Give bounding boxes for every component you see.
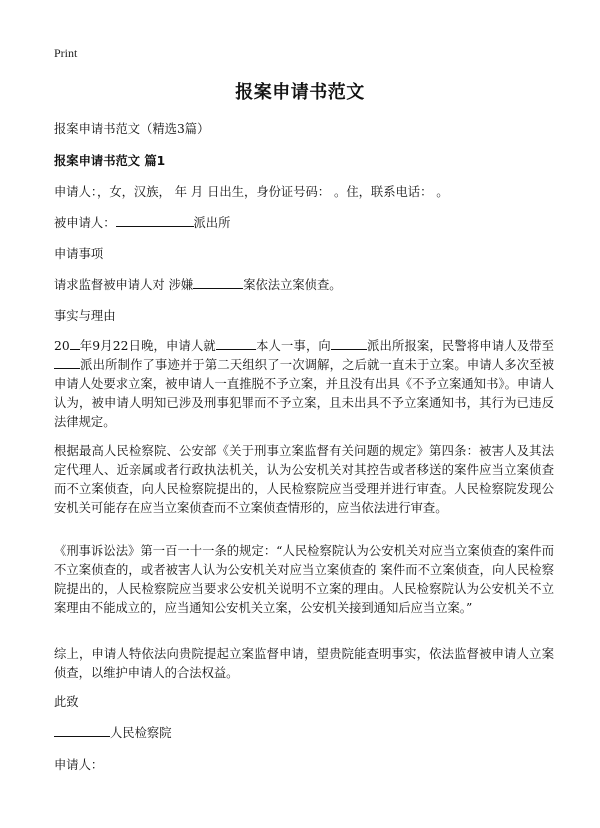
facts-text-4: 派出所制作了事迹并于第二天组织了一次调解，之后就一直未于立案。申请人多次至被申请人处要求立案，被申请人一直推脱不予立案，并且没有出具《不予立案通知书》。申请人认为，被申请人明知已涉及刑事犯罪而不予立案，且未出具不予立案通知书，其行为已违反法律规定。	[54, 358, 554, 429]
respondent-prefix: 被申请人：	[54, 216, 116, 230]
respondent-suffix: 派出所	[193, 216, 231, 230]
facts-blank-matter	[216, 337, 256, 350]
signature-line: 申请人：	[54, 758, 104, 772]
facts-blank-station	[331, 337, 367, 350]
facts-heading: 事实与理由	[54, 309, 116, 323]
matters-heading: 申请事项	[54, 247, 104, 261]
conclusion-paragraph: 综上，申请人特依法向贵院提起立案监督申请，望贵院能查明事实，依法监督被申请人立案侦查，以维护申请人的合法权益。	[54, 647, 554, 680]
request-prefix: 请求监督被申请人对 涉嫌	[54, 278, 194, 292]
section-heading: 报案申请书范文 篇1	[54, 154, 166, 168]
request-line	[54, 276, 554, 295]
facts-blank-station-2	[54, 356, 80, 369]
law-paragraph: 根据最高人民检察院、公安部《关于刑事立案监督有关问题的规定》第四条：被害人及其法定代理人、近亲属或者行政执法机关，认为公安机关对其控告或者移送的案件应当立案侦查而不立案侦查，向人民检察院提出的，人民检察院应当受理并进行审查。人民检察院发现公安机关可能存在应当立案侦查而不立案侦查情形的，应当依法进行审查。	[54, 444, 554, 515]
recipient-suffix: 人民检察院	[110, 726, 172, 740]
page-title: 报案申请书范文	[235, 82, 365, 103]
facts-blank-year	[70, 337, 80, 350]
recipient-blank	[54, 724, 110, 737]
closing-line: 此致	[54, 695, 79, 709]
criminal-law-paragraph: 《刑事诉讼法》第一百一十一条的规定：“人民检察院认为公安机关对应当立案侦查的案件而不立案侦查的，或者被害人认为公安机关对应当立案侦查的 案件而不立案侦查，向人民检察院提出的，人民检察院应当要求公安机关说明不立案的理由。人民检察院认为公安机关不立案理由不能成立的，应当通知公安机关立案，公安机关接到通知后应当立案。”	[54, 544, 554, 615]
facts-text-1: 年9月22日晚，申请人就	[79, 339, 216, 353]
facts-paragraph	[54, 337, 554, 432]
respondent-line	[54, 214, 554, 233]
print-link[interactable]: Print	[54, 46, 78, 60]
request-blank	[193, 276, 243, 289]
facts-year: 20	[54, 339, 70, 353]
respondent-blank	[116, 214, 194, 227]
facts-text-2: 本人一事，向	[255, 339, 331, 353]
recipient-line	[54, 724, 554, 743]
request-suffix: 案依法立案侦查。	[243, 278, 342, 292]
document-subtitle: 报案申请书范文（精选3篇）	[54, 122, 210, 136]
applicant-line: 申请人：，女，汉族， 年 月 日出生，身份证号码： 。住，联系电话： 。	[54, 185, 449, 199]
facts-text-3: 派出所报案，民警将申请人及带至	[366, 339, 554, 353]
